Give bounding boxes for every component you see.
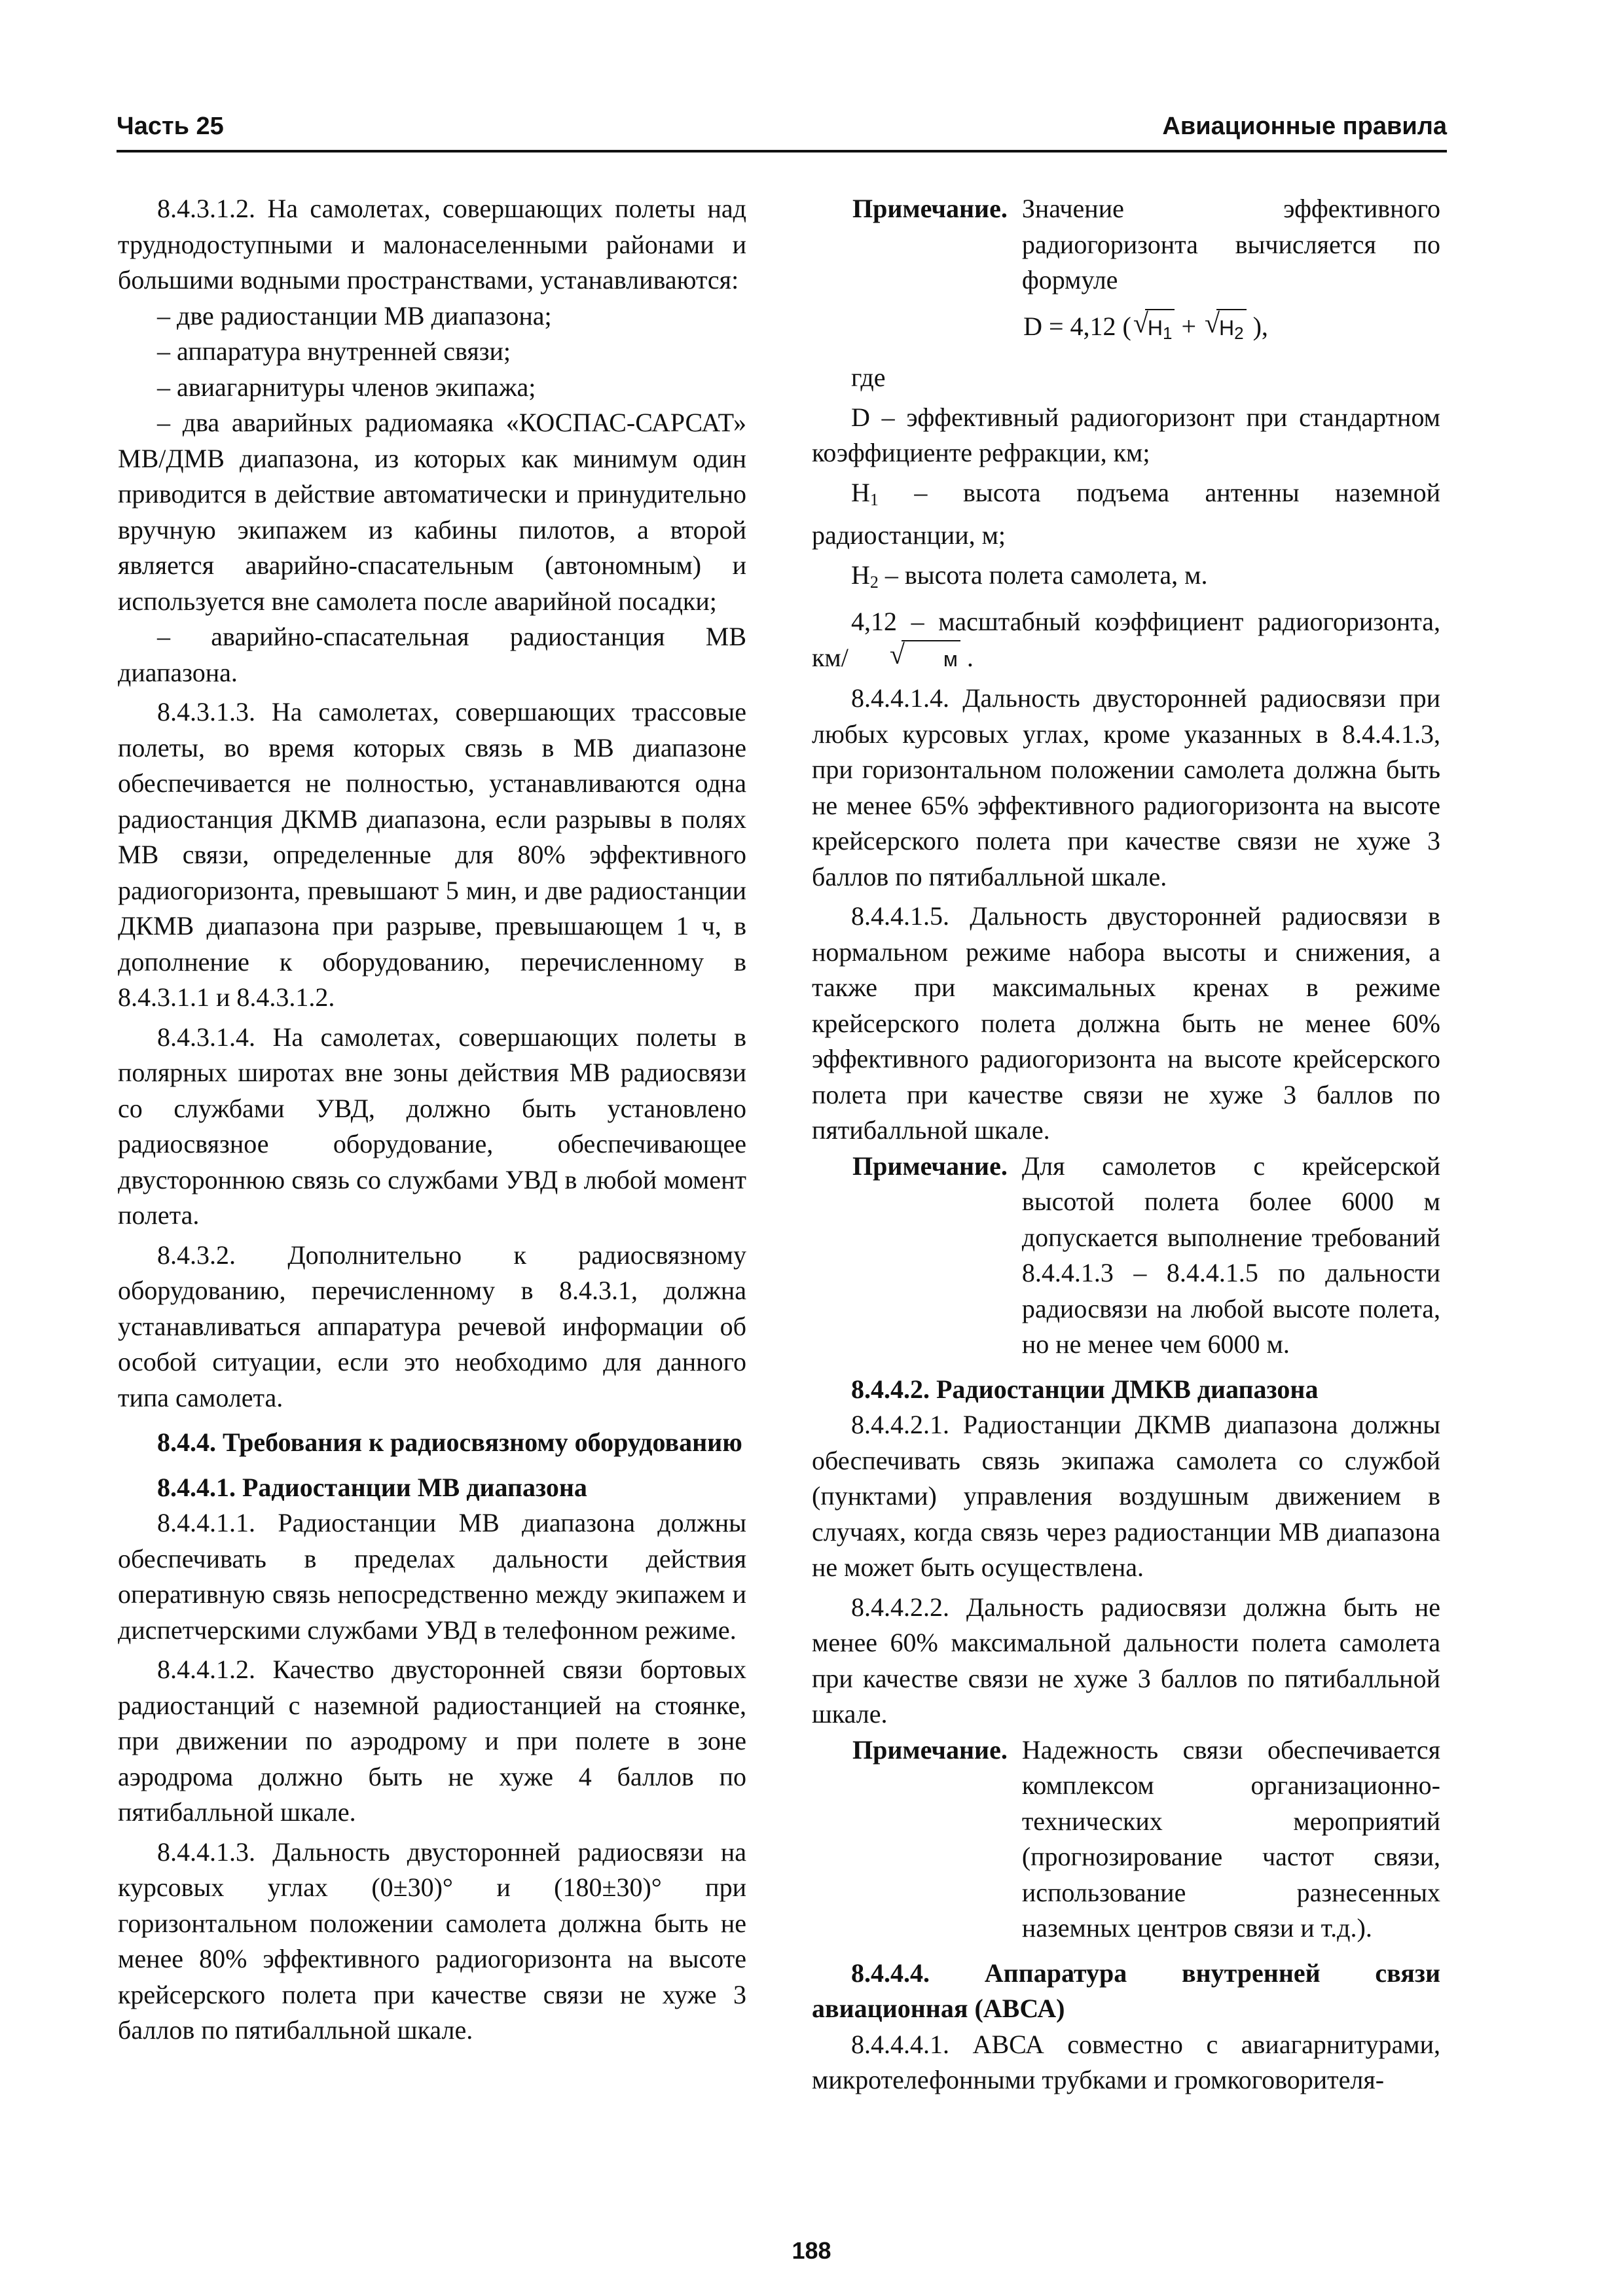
left-column [118,191,746,2049]
h1-definition-text: – высота подъема антенны наземной радиостанции, м; [812,477,1440,550]
list-item: – аварийно-спасательная радиостанция МВ диапазона. [118,622,746,687]
sqrt-m [850,640,960,677]
h1-subscript: 1 [869,490,879,509]
list-item: – авиагарнитуры членов экипажа; [157,372,536,402]
list-item: – аппаратура внутренней связи; [157,336,511,366]
paragraph-8-4-4-1-2: 8.4.4.1.2. Качество двусторонней связи бортовых радиостанций с наземной радиостанцией на стоянке, при движении по аэродрому и при полете в зоне аэродрома должно быть не хуже 4 баллов по пятибалльной шкале. [118,1655,746,1827]
formula-plus: + [1181,311,1196,341]
paragraph-8-4-4-1-3: 8.4.4.1.3. Дальность двусторонней радиосвязи на курсовых углах (0±30)° и (180±30)° при горизонтальном положении самолета должна быть не менее 80% эффективного радиогоризонта на высоте крейсерского полета при качестве связи не хуже 3 баллов по пятибалльной шкале. [118,1837,746,2045]
sqrt-h1 [1133,309,1175,351]
h1-symbol: H [851,477,870,507]
note-block [812,1149,1440,1363]
note-label: Примечание. [852,1151,1008,1181]
where-label: где [851,363,886,392]
h2-subscript: 2 [869,572,879,592]
note-block [812,191,1440,298]
note-block [812,1732,1440,1946]
page-number: 188 [792,2237,831,2264]
right-column [812,191,1440,2098]
note-label: Примечание. [852,194,1008,223]
paragraph-8-4-3-1-4: 8.4.3.1.4. На самолетах, совершающих полеты в полярных широтах вне зоны действия МВ радиосвязи со службами УВД, должно быть установлено радиосвязное оборудование, обеспечивающее двустороннюю связь со службами УВД в любой момент полета. [118,1022,746,1230]
section-heading-8-4-4-1: 8.4.4.1. Радиостанции МВ диапазона [157,1472,587,1502]
h2-symbol: H [851,560,870,590]
section-heading-8-4-4-4: 8.4.4.4. Аппаратура внутренней связи авиационная (АВСА) [812,1958,1440,2023]
formula-rhs: ), [1252,311,1268,341]
paragraph-8-4-4-2-1: 8.4.4.2.1. Радиостанции ДКМВ диапазона должны обеспечивать связь экипажа самолета со службой (пунктами) управления воздушным движением в случаях, когда связь через радиостанции МВ диапазона не может быть осуществлена. [812,1410,1440,1582]
note-label: Примечание. [852,1734,1008,1765]
paragraph-8-4-4-1-1: 8.4.4.1.1. Радиостанции МВ диапазона должны обеспечивать в пределах дальности действия оперативную связь непосредственно между экипажем и диспетчерскими службами УВД в телефонном режиме. [118,1508,746,1645]
paragraph-8-4-4-2-2: 8.4.4.2.2. Дальность радиосвязи должна быть не менее 60% максимальной дальности полета самолета при качестве связи не хуже 3 баллов по пятибалльной шкале. [812,1592,1440,1729]
running-header-part: Часть 25 [117,113,224,140]
formula-h2-sub: 2 [1234,323,1244,343]
sqrt-m-body: м [902,640,960,677]
definition-coefficient [812,604,1440,677]
coefficient-end: . [960,642,974,672]
formula-lhs: D = 4,12 ( [1023,311,1131,341]
running-header-title: Авиационные правила [1162,113,1447,140]
note-text: Надежность связи обеспечивается комплексом организационно-технических мероприятий (прогнозирование частот связи, использование разнесенных наземных центров связи и т.д.). [1021,1734,1440,1943]
section-heading-8-4-4: 8.4.4. Требования к радиосвязному оборудованию [157,1427,742,1457]
formula-h1: H [1147,315,1163,340]
paragraph-8-4-3-1-2: 8.4.3.1.2. На самолетах, совершающих полеты над труднодоступными и малонаселенными районами и большими водными пространствами, устанавливаются: [118,194,746,295]
formula-h1-sub: 1 [1162,323,1173,343]
coefficient-text: 4,12 – масштабный коэффициент радиогоризонта, км/ [812,607,1440,672]
h2-definition-text: – высота полета самолета, м. [878,560,1208,590]
note-text: Значение эффективного радиогоризонта вычисляется по формуле [1021,194,1440,295]
sqrt-h2 [1205,309,1247,351]
definition-h1 [812,475,1440,554]
paragraph-8-4-4-4-1: 8.4.4.4.1. АВСА совместно с авиагарнитурами, микротелефонными трубками и громкоговорителя- [812,2029,1440,2094]
paragraph-8-4-3-1-3: 8.4.3.1.3. На самолетах, совершающих трассовые полеты, во время которых связь в МВ диапазоне обеспечивается не полностью, устанавливаются одна радиостанция ДКМВ диапазона, если разрывы в полях МВ связи, определенные для 80% эффективного радиогоризонта, превышают 5 мин, и две радиостанции ДКМВ диапазона при разрыве, превышающем 1 ч, в дополнение к оборудованию, перечисленному в 8.4.3.1.1 и 8.4.3.1.2. [118,697,746,1012]
paragraph-8-4-4-1-5: 8.4.4.1.5. Дальность двусторонней радиосвязи в нормальном режиме набора высоты и снижения, а также при максимальных кренах в режиме крейсерского полета должна быть не менее 60% эффективного радиогоризонта на высоте крейсерского полета при качестве связи не хуже 3 баллов по пятибалльной шкале. [812,901,1440,1145]
formula-h2: H [1219,315,1235,340]
paragraph-8-4-4-1-4: 8.4.4.1.4. Дальность двусторонней радиосвязи при любых курсовых углах, кроме указанных в 8.4.4.1.3, при горизонтальном положении самолета должна быть не менее 65% эффективного радиогоризонта на высоте крейсерского полета при качестве связи не хуже 3 баллов по пятибалльной шкале. [812,683,1440,891]
list-item: – два аварийных радиомаяка «КОСПАС-САРСАТ» МВ/ДМВ диапазона, из которых как минимум один приводится в действие автоматически и принудительно вручную экипажем из кабины пилотов, а второй является аварийно-спасательным (автономным) и используется вне самолета после аварийной посадки; [118,408,746,616]
section-heading-8-4-4-2: 8.4.4.2. Радиостанции ДМКВ диапазона [851,1374,1319,1404]
radio-horizon-formula [812,309,1440,351]
list-item: – две радиостанции МВ диапазона; [157,300,552,331]
note-text: Для самолетов с крейсерской высотой полета более 6000 м допускается выполнение требований 8.4.4.1.3 – 8.4.4.1.5 по дальности радиосвязи на любой высоте полета, но не менее чем 6000 м. [1021,1151,1440,1359]
definition-h2 [812,558,1440,601]
header-rule [117,150,1447,152]
paragraph-8-4-3-2: 8.4.3.2. Дополнительно к радиосвязному оборудованию, перечисленному в 8.4.3.1, должна устанавливаться аппаратура речевой информации об особой ситуации, если это необходимо для данного типа самолета. [118,1240,746,1412]
definition-d: D – эффективный радиогоризонт при стандартном коэффициенте рефракции, км; [812,402,1440,467]
